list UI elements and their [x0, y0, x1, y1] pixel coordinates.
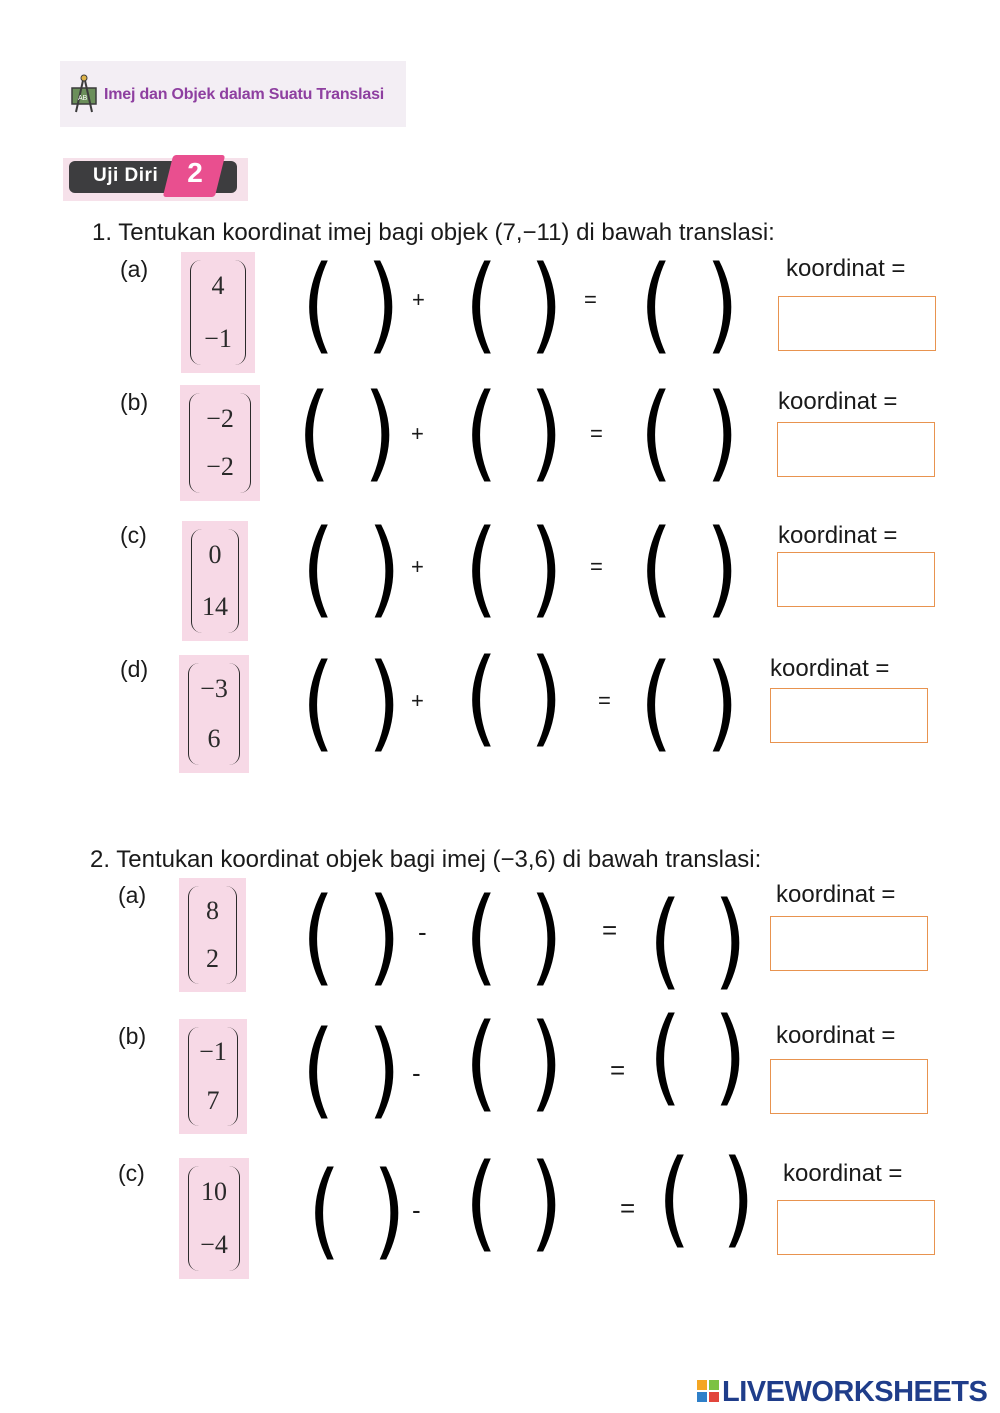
q2b-image-paren-close: )	[368, 1008, 401, 1130]
q1b-image-paren-open: (	[640, 371, 673, 493]
q2b-object-paren-open: (	[649, 995, 682, 1117]
q1a-image-paren-open: (	[640, 243, 673, 365]
liveworksheets-logo-icon	[697, 1380, 719, 1402]
bracket-right	[229, 663, 240, 765]
q1c-image-paren-open: (	[640, 507, 673, 629]
q1a-object-paren-close: )	[367, 243, 400, 365]
vector-bottom: 6	[207, 724, 221, 754]
q1b-koordinat-label: koordinat =	[778, 388, 898, 415]
q2a-equals: =	[602, 915, 618, 945]
q2c-minus: -	[412, 1195, 421, 1225]
q1a-koordinat-label: koordinat =	[786, 255, 906, 282]
q2b-image-paren-open: (	[302, 1008, 335, 1130]
q1a-answer-box[interactable]	[778, 296, 936, 351]
q1a-plus: +	[412, 287, 425, 312]
q1c-translation-vector	[182, 521, 248, 641]
vector-top: 10	[201, 1177, 227, 1207]
q1d-answer-box[interactable]	[770, 688, 928, 743]
q2b-object-paren-close: )	[714, 995, 747, 1117]
vector-top: 8	[206, 896, 219, 926]
q2a-translation-vector	[179, 878, 246, 992]
q1b-image-paren-close: )	[706, 371, 739, 493]
q2b-answer-box[interactable]	[770, 1059, 928, 1114]
vector-top: −1	[199, 1037, 227, 1067]
vector-top: −3	[200, 673, 228, 703]
vector-bottom: 2	[206, 943, 219, 973]
question-2-title: 2. Tentukan koordinat objek bagi imej (−3,6) di bawah translasi:	[90, 846, 762, 873]
q2a-object-paren-close: )	[714, 879, 747, 1001]
q2c-koordinat-label: koordinat =	[783, 1160, 903, 1187]
vector-bottom: −4	[200, 1229, 228, 1259]
bracket-right	[226, 886, 237, 984]
q2a-minus: -	[418, 917, 427, 947]
q1c-object-paren-open: (	[302, 507, 335, 629]
q1d-translation-vector	[179, 655, 249, 773]
q1a-vector-paren-open: (	[465, 243, 498, 365]
q2b-label: (b)	[118, 1023, 147, 1049]
q1d-equals: =	[598, 688, 611, 713]
q1c-image-paren-close: )	[706, 507, 739, 629]
vector-bottom: −2	[206, 452, 234, 482]
q2c-vector-paren-close: )	[530, 1141, 563, 1263]
q1c-label: (c)	[120, 522, 147, 548]
q1c-object-paren-close: )	[368, 507, 401, 629]
q1b-plus: +	[411, 421, 424, 446]
q2a-koordinat-label: koordinat =	[776, 881, 896, 908]
q1a-translation-vector	[181, 252, 255, 373]
q1d-koordinat-label: koordinat =	[770, 655, 890, 682]
vector-top: −2	[206, 403, 234, 433]
bracket-right	[227, 1027, 238, 1126]
q2b-koordinat-label: koordinat =	[776, 1022, 896, 1049]
q1b-vector-paren-close: )	[530, 371, 563, 493]
bracket-right	[228, 529, 239, 633]
q2b-equals: =	[610, 1055, 626, 1085]
q2a-object-paren-open: (	[649, 879, 682, 1001]
q1d-plus: +	[411, 688, 424, 713]
q1a-label: (a)	[120, 256, 149, 282]
q2c-object-paren-close: )	[722, 1137, 755, 1259]
bracket-right	[240, 393, 251, 493]
q1d-vector-paren-open: (	[465, 636, 498, 758]
q1b-answer-box[interactable]	[777, 422, 935, 477]
q1a-vector-paren-close: )	[530, 243, 563, 365]
q2c-answer-box[interactable]	[777, 1200, 935, 1255]
q1a-object-paren-open: (	[302, 243, 335, 365]
q1a-equals: =	[584, 287, 597, 312]
bracket-right	[235, 260, 246, 365]
q2a-label: (a)	[118, 882, 147, 908]
q2c-image-paren-open: (	[308, 1149, 341, 1271]
q1c-vector-paren-close: )	[530, 507, 563, 629]
q1b-vector-paren-open: (	[465, 371, 498, 493]
vector-bottom: −1	[204, 323, 232, 353]
q2c-translation-vector	[179, 1158, 249, 1279]
banner-title: Imej dan Objek dalam Suatu Translasi	[104, 86, 385, 103]
q1c-koordinat-label: koordinat =	[778, 522, 898, 549]
q1b-object-paren-open: (	[298, 371, 331, 493]
q1b-object-paren-close: )	[364, 371, 397, 493]
q2c-image-paren-close: )	[373, 1149, 406, 1271]
q2b-minus: -	[412, 1058, 421, 1088]
bracket-right	[229, 1166, 240, 1271]
q1a-image-paren-close: )	[706, 243, 739, 365]
q1b-translation-vector	[180, 385, 260, 501]
chalkboard-compass-icon	[70, 74, 98, 114]
q1d-label: (d)	[120, 656, 149, 682]
q2a-image-paren-close: )	[368, 875, 401, 997]
vector-top: 0	[208, 540, 222, 570]
q2b-vector-paren-close: )	[530, 1001, 563, 1123]
q2c-label: (c)	[118, 1160, 145, 1186]
q1c-answer-box[interactable]	[777, 552, 935, 607]
q1b-label: (b)	[120, 389, 149, 415]
badge-number: 2	[187, 157, 203, 188]
q1d-object-paren-open: (	[302, 641, 335, 763]
q2b-vector-paren-open: (	[465, 1001, 498, 1123]
q1d-object-paren-close: )	[368, 641, 401, 763]
liveworksheets-brand[interactable]: LIVEWORKSHEETS	[722, 1376, 988, 1408]
vector-top: 4	[211, 271, 225, 301]
q2c-object-paren-open: (	[658, 1137, 691, 1259]
q2a-image-paren-open: (	[302, 875, 335, 997]
question-1-title: 1. Tentukan koordinat imej bagi objek (7,−11) di bawah translasi:	[92, 219, 775, 246]
vector-bottom: 14	[202, 591, 228, 621]
q2c-equals: =	[620, 1193, 636, 1223]
q2a-answer-box[interactable]	[770, 916, 928, 971]
q2a-vector-paren-close: )	[530, 875, 563, 997]
q1b-equals: =	[590, 421, 603, 446]
badge-label: Uji Diri	[93, 165, 159, 186]
vector-bottom: 7	[206, 1085, 220, 1115]
q1d-vector-paren-close: )	[530, 636, 563, 758]
q1c-equals: =	[590, 554, 603, 579]
svg-text:AB: AB	[78, 95, 88, 102]
q1c-plus: +	[411, 554, 424, 579]
q2b-translation-vector	[179, 1019, 247, 1134]
q2c-vector-paren-open: (	[465, 1141, 498, 1263]
q1d-image-paren-open: (	[640, 641, 673, 763]
q1d-image-paren-close: )	[706, 641, 739, 763]
q2a-vector-paren-open: (	[465, 875, 498, 997]
q1c-vector-paren-open: (	[465, 507, 498, 629]
